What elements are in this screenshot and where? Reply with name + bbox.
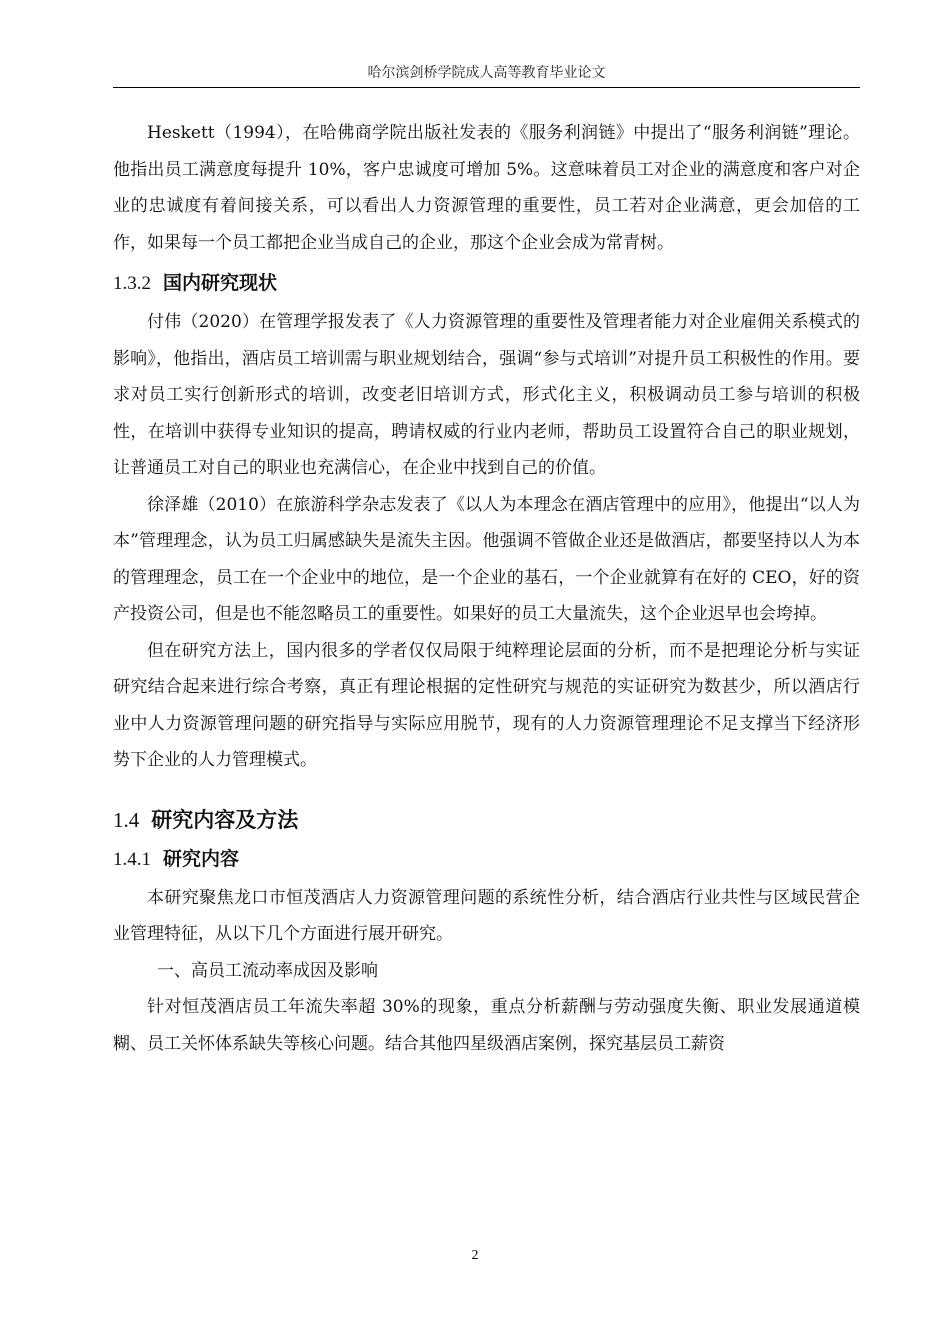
heading-number: 1.4 bbox=[113, 807, 140, 832]
heading-title: 国内研究现状 bbox=[163, 272, 278, 294]
paragraph-fuwei: 付伟（2020）在管理学报发表了《人力资源管理的重要性及管理者能力对企业雇佣关系模式的影响》，他指出，酒店员工培训需与职业规划结合，强调“参与式培训”对提升员工积极性的作用。要求对员工实行创新形式的培训，改变老旧培训方式，形式化主义，积极调动员工参与培训的积极性，在培训中获得专业知识的提高，聘请权威的行业内老师，帮助员工设置符合自己的职业规划，让普通员工对自己的职业也充满信心，在企业中找到自己的价值。 bbox=[113, 312, 860, 478]
heading-content-and-method bbox=[113, 803, 860, 837]
paragraph-heskett: Heskett（1994），在哈佛商学院出版社发表的《服务利润链》中提出了“服务利润链”理论。他指出员工满意度每提升 10%，客户忠诚度可增加 5%。这意味着员工对企业的满意度和客户对企业的忠诚度有着间接关系，可以看出人力资源管理的重要性，员工若对企业满意，更会加倍的工作，如果每一个员工都把企业当成自己的企业，那这个企业会成为常青树。 bbox=[113, 123, 860, 253]
paragraph-turnover: 针对恒茂酒店员工年流失率超 30%的现象，重点分析薪酬与劳动强度失衡、职业发展通道模糊、员工关怀体系缺失等核心问题。结合其他四星级酒店案例，探究基层员工薪资 bbox=[113, 997, 860, 1054]
heading-domestic-research bbox=[113, 267, 860, 300]
paragraph-xuzexiong: 徐泽雄（2010）在旅游科学杂志发表了《以人为本理念在酒店管理中的应用》，他提出“以人为本”管理理念，认为员工归属感缺失是流失主因。他强调不管做企业还是做酒店，都要坚持以人为本的管理理念，员工在一个企业中的地位，是一个企业的基石，一个企业就算有在好的 CEO，好的资产投资公司，但是也不能忽略员工的重要性。如果好的员工大量流失，这个企业迟早也会垮掉。 bbox=[113, 494, 860, 624]
heading-research-content bbox=[113, 843, 860, 876]
paragraph-content-intro: 本研究聚焦龙口市恒茂酒店人力资源管理问题的系统性分析，结合酒店行业共性与区域民营企业管理特征，从以下几个方面进行展开研究。 bbox=[113, 887, 860, 944]
heading-title: 研究内容 bbox=[163, 847, 240, 870]
header-rule bbox=[113, 87, 860, 88]
heading-title: 研究内容及方法 bbox=[151, 807, 299, 832]
heading-number: 1.3.2 bbox=[113, 273, 151, 294]
paragraph-method-gap: 但在研究方法上，国内很多的学者仅仅局限于纯粹理论层面的分析，而不是把理论分析与实证研究结合起来进行综合考察，真正有理论根据的定性研究与规范的实证研究为数甚少，所以酒店行业中人力资源管理问题的研究指导与实际应用脱节，现有的人力资源管理理论不足支撑当下经济形势下企业的人力管理模式。 bbox=[113, 640, 860, 770]
heading-number: 1.4.1 bbox=[113, 848, 151, 870]
page-number: 2 bbox=[471, 1248, 479, 1263]
running-header: 哈尔滨剑桥学院成人高等教育毕业论文 bbox=[367, 65, 606, 81]
page-content bbox=[113, 115, 860, 1062]
list-item-turnover: 一、高员工流动率成因及影响 bbox=[157, 960, 378, 981]
